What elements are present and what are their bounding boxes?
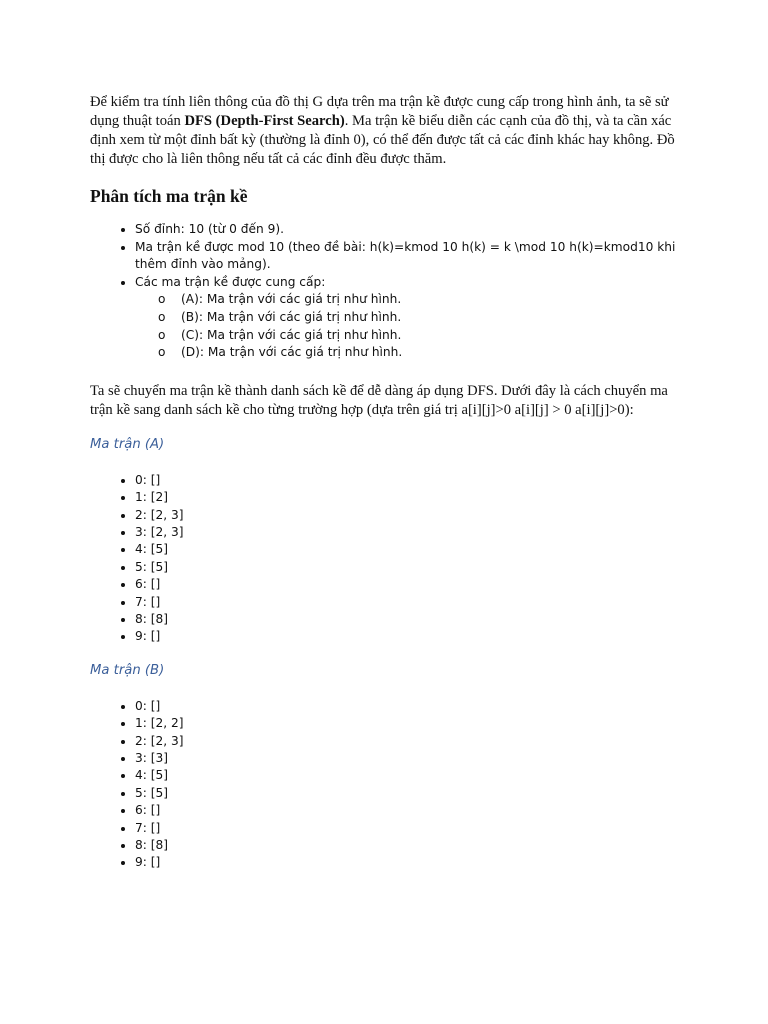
list-item: • 3: [3] xyxy=(135,750,690,767)
sublist-item: o (C): Ma trận với các giá trị như hình. xyxy=(158,327,690,345)
sublist-item: o (B): Ma trận với các giá trị như hình. xyxy=(158,309,690,327)
list-item: • 2: [2, 3] xyxy=(135,507,690,524)
list-item: • 9: [] xyxy=(135,628,690,645)
list-item: • 2: [2, 3] xyxy=(135,733,690,750)
matrix-a-adjacency-list xyxy=(90,472,690,646)
list-item: • 0: [] xyxy=(135,698,690,715)
list-item: • Ma trận kề được mod 10 (theo đề bài: h(k)=kmod 10 h(k) = k \mod 10 h(k)=kmod10 khi thêm đỉnh vào mảng). xyxy=(135,239,690,274)
list-item: • 9: [] xyxy=(135,854,690,871)
list-item: • 3: [2, 3] xyxy=(135,524,690,541)
intro-bold-dfs: DFS (Depth-First Search) xyxy=(184,113,345,129)
list-item: • 4: [5] xyxy=(135,541,690,558)
matrix-sublist xyxy=(135,291,690,361)
list-item: • 1: [2, 2] xyxy=(135,715,690,732)
sublist-item: o (D): Ma trận với các giá trị như hình. xyxy=(158,344,690,362)
list-item: • 6: [] xyxy=(135,802,690,819)
matrix-b-heading: Ma trận (B) xyxy=(90,662,165,678)
list-item xyxy=(135,274,690,362)
list-item: • 5: [5] xyxy=(135,559,690,576)
list-item: • 1: [2] xyxy=(135,489,690,506)
matrix-b-adjacency-list xyxy=(90,698,690,872)
sublist-item: o (A): Ma trận với các giá trị như hình. xyxy=(158,291,690,309)
list-item: • 4: [5] xyxy=(135,767,690,784)
analysis-heading: Phân tích ma trận kề xyxy=(90,186,248,206)
list-item: • 5: [5] xyxy=(135,785,690,802)
list-item: • 0: [] xyxy=(135,472,690,489)
matrix-a-heading: Ma trận (A) xyxy=(90,436,165,452)
conversion-paragraph: Ta sẽ chuyển ma trận kề thành danh sách kề để dễ dàng áp dụng DFS. Dưới đây là cách chuyển ma trận kề sang danh sách kề cho từng trường hợp (dựa trên giá trị a[i][j]>0 a[i][j] > 0 a[i][j]>0): xyxy=(90,382,668,418)
intro-paragraph xyxy=(90,93,690,169)
intro-text-1: Để kiểm tra tính liên thông của đồ thị G dựa trên ma trận kề được cung cấp trong hình ảnh, ta sẽ sử dụng thuật toán xyxy=(90,94,669,129)
document-page xyxy=(90,93,690,872)
list-item: • 8: [8] xyxy=(135,611,690,628)
list-item: • 8: [8] xyxy=(135,837,690,854)
list-item: • Số đỉnh: 10 (từ 0 đến 9). xyxy=(135,221,690,239)
analysis-list xyxy=(90,221,690,362)
list-item: • 7: [] xyxy=(135,820,690,837)
list-item: • 7: [] xyxy=(135,594,690,611)
list-item: • 6: [] xyxy=(135,576,690,593)
intro-text-2: . Ma trận kề biểu diễn các cạnh của đồ thị, và ta cần xác định xem từ một đỉnh bất kỳ (thường là đỉnh 0), có thể đến được tất cả các đỉnh khác hay không. Đồ thị được cho là liên thông nếu tất cả các đỉnh đều được thăm. xyxy=(90,113,675,167)
list-item-label: Các ma trận kề được cung cấp: xyxy=(135,274,326,289)
